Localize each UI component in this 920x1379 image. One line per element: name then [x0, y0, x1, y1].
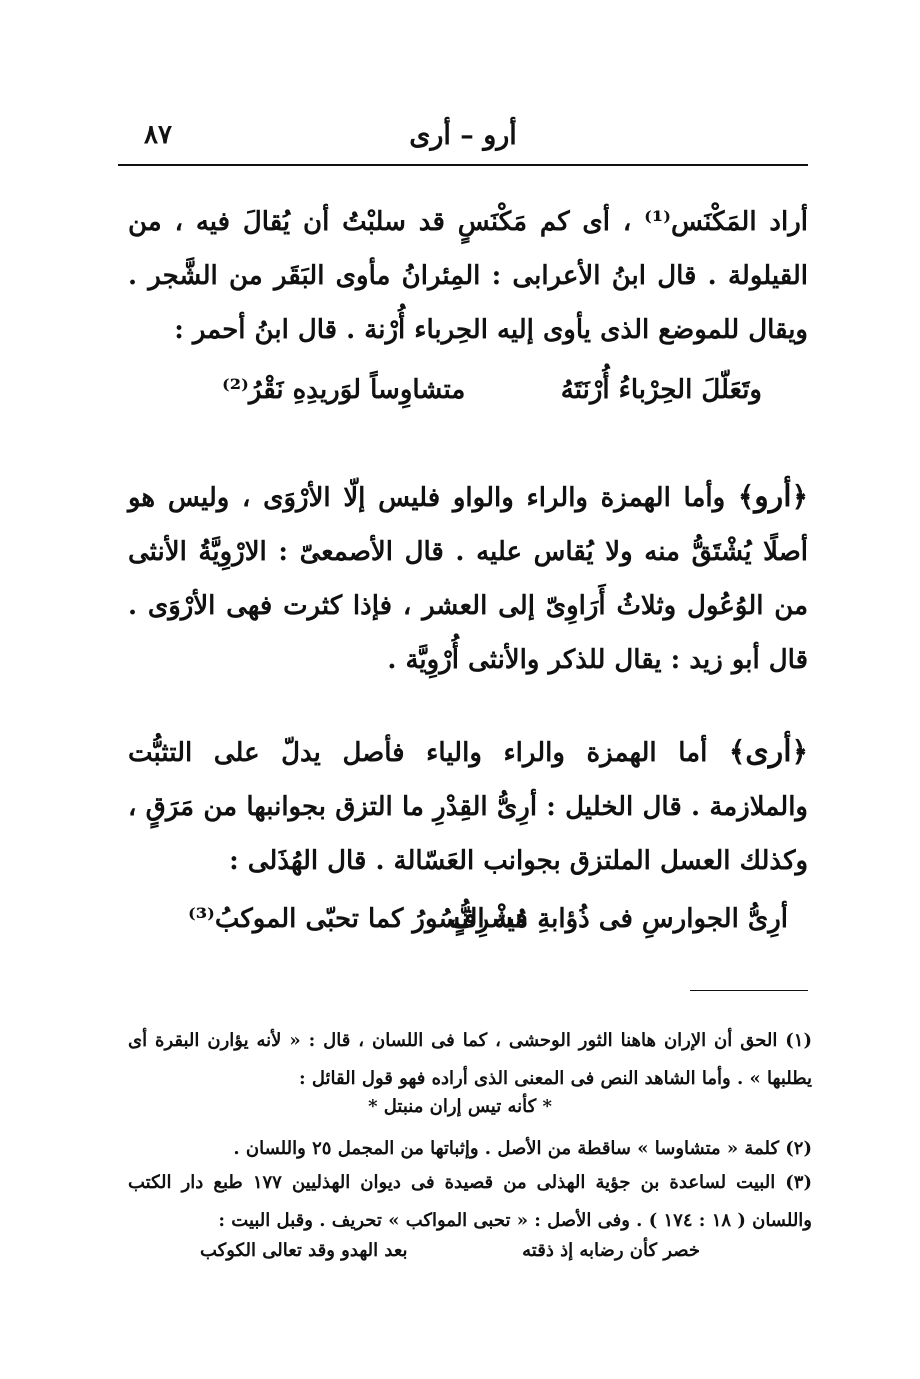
close-bracket-icon: ﴾	[728, 735, 746, 768]
running-header	[118, 118, 808, 158]
footnote-rule	[690, 990, 808, 991]
entry-text: أما الهمزة والراء والياء فأصل يدلّ على التثبُّت والملازمة . قال الخليل : أرِىُّ القِدْرِ ما التزق بجوانبها من مَرَقٍ ، وكذلك العسل الملتزق بجوانب العَسّالة . قال الهُذَلى :	[128, 738, 808, 876]
verse-second-hemistich: متشاوِساً لوَريدِهِ نَقْرُ⁽²⁾	[222, 375, 466, 405]
verse-second-hemistich: بعد الهدو وقد تعالى الكوكب	[200, 1240, 408, 1261]
entry-arw	[128, 470, 808, 687]
entry-text: وأما الهمزة والراء والواو فليس إلّا الأرْوَى ، وليس هو أصلًا يُشْتَقُّ منه ولا يُقاس عليه . قال الأصمعىّ : الارْوِيَّةُ الأنثى من الوُعُول وثلاثُ أَرَاوِىّ إلى العشر ، فإذا كثرت فهى الأرْوَى . قال أبو زيد : يقال للذكر والأنثى أُرْوِيَّة .	[128, 483, 808, 675]
entry-headword: أرو	[754, 479, 792, 514]
running-title: أرو – أرى	[409, 120, 517, 151]
open-bracket-icon: ﴿	[791, 480, 808, 513]
paragraph-opening: أراد المَكْنَس⁽¹⁾ ، أى كم مَكْنَسٍ قد سلبْتُ أن يُقالَ فيه ، من القيلولة . قال ابنُ الأعرابى : المِئرانُ مأوى البَقَر من الشَّجر . ويقال للموضع الذى يأوى إليه الحِرباء أُرْنة . قال ابنُ أحمر :	[128, 207, 809, 345]
entry-headword: أرى	[745, 734, 792, 769]
footnote-2: (٢) كلمة « متشاوسا » ساقطة من الأصل . وإثباتها من المجمل ٢٥ واللسان .	[233, 1138, 812, 1159]
open-bracket-icon: ﴿	[791, 735, 808, 768]
verse-first-hemistich: وتَعَلّلَ الحِرْباءُ أُرْنَتَهُ	[560, 375, 762, 405]
page-number: ٨٧	[144, 120, 172, 150]
header-rule	[118, 164, 808, 166]
footnote-3-verse	[200, 1240, 700, 1270]
footnote-1: (١) الحق أن الإران هاهنا الثور الوحشى ، كما فى اللسان ، قال : « لأنه يؤارن البقرة أى يطلبها » . وأما الشاهد النص فى المعنى الذى أراده فهو قول القائل :	[128, 1030, 812, 1089]
verse-first-hemistich: أرِىُّ الجوارسِ فى ذُؤابةِ مُشْرِفٍ	[449, 904, 788, 934]
footnote-3: (٣) البيت لساعدة بن جؤية الهذلى من قصيدة فى ديوان الهذليين ١٧٧ طبع دار الكتب واللسان ( ١٨ : ١٧٤ ) . وفى الأصل : « تحبى المواكب » تحريف . وقبل البيت :	[128, 1172, 812, 1231]
entry-ary	[128, 725, 808, 888]
verse-second-hemistich: فيه النُّسُورُ كما تحبّى الموكبُ⁽³⁾	[188, 904, 528, 934]
close-bracket-icon: ﴾	[737, 480, 755, 513]
verse-hudhali	[188, 904, 788, 948]
verse-first-hemistich: خصر كأن رضابه إذ ذقته	[522, 1240, 700, 1261]
footnote-1-verse: * كأنه تيس إران منبتل *	[368, 1096, 552, 1117]
verse-ibn-ahmar	[222, 375, 762, 415]
